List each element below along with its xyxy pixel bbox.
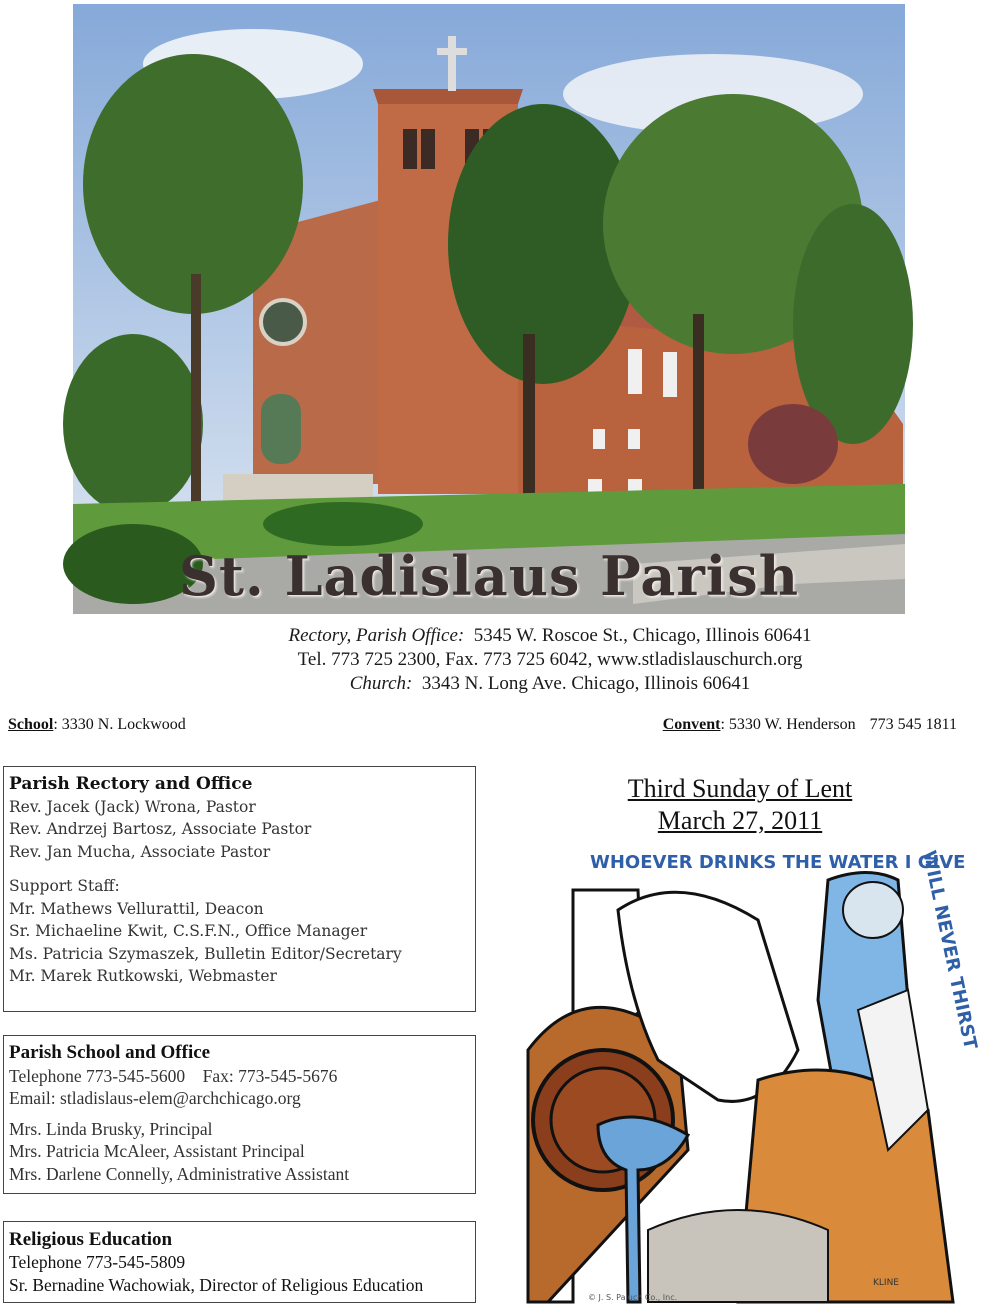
rectory-address-line [110, 625, 990, 647]
caption-side: WILL NEVER THIRST [918, 848, 981, 1052]
staff-item: Ms. Patricia Szymaszek, Bulletin Editor/Secretary [9, 944, 402, 963]
school-staff-item: Mrs. Linda Brusky, Principal [9, 1118, 213, 1139]
school-address: : 3330 N. Lockwood [53, 716, 186, 733]
school-phone-fax [9, 1065, 470, 1088]
sunday-title: Third Sunday of Lent [627, 774, 853, 803]
school-label: School [8, 716, 54, 733]
clergy-item: Rev. Andrzej Bartosz, Associate Pastor [9, 820, 312, 838]
school-email: Email: stladislaus-elem@archchicago.org [9, 1088, 301, 1108]
school-staff-item: Mrs. Darlene Connelly, Administrative Assistant [9, 1163, 350, 1184]
church-illustration [73, 4, 905, 614]
staff-item: Sr. Michaeline Kwit, C.S.F.N., Office Manager [9, 922, 368, 940]
school-line [8, 716, 186, 734]
artist-signature: KLINE [873, 1278, 899, 1288]
clergy-item: Rev. Jacek (Jack) Wrona, Pastor [9, 797, 256, 816]
church-photo [73, 4, 905, 614]
convent-label: Convent [662, 716, 721, 733]
sunday-date: March 27, 2011 [657, 806, 823, 835]
parish-title: St. Ladislaus Parish [179, 544, 799, 608]
convent-address: : 5330 W. Henderson [720, 716, 856, 733]
school-staff-item: Mrs. Patricia McAleer, Assistant Principal [9, 1141, 305, 1161]
church-label: Church: [349, 673, 413, 694]
contact-line: Tel. 773 725 2300, Fax. 773 725 6042, www.stladislauschurch.org [297, 649, 803, 670]
clergy-item: Rev. Jan Mucha, Associate Pastor [9, 842, 271, 861]
staff-item: Mr. Mathews Vellurattil, Deacon [9, 899, 264, 918]
convent-line [663, 716, 957, 734]
school-fax: Fax: 773-545-5676 [202, 1065, 338, 1086]
artwork-copyright: © J. S. Paluch Co., Inc. [588, 1293, 678, 1302]
school-heading: Parish School and Office [9, 1042, 211, 1063]
convent-phone: 773 545 1811 [869, 716, 957, 733]
water-jar-artwork [528, 848, 981, 1302]
rectory-address: 5345 W. Roscoe St., Chicago, Illinois 60641 [473, 625, 812, 646]
school-telephone: Telephone 773-545-5600 [9, 1065, 186, 1086]
caption-top: WHOEVER DRINKS THE WATER I GIVE [590, 852, 966, 873]
water-jar-illustration [528, 848, 981, 1302]
religious-heading: Religious Education [9, 1229, 173, 1250]
staff-heading: Support Staff: [9, 877, 120, 895]
rectory-heading: Parish Rectory and Office [9, 774, 253, 794]
rectory-box [3, 766, 476, 1012]
religious-education-box [3, 1221, 476, 1303]
church-address: 3343 N. Long Ave. Chicago, Illinois 60641 [421, 673, 751, 694]
rectory-label: Rectory, Parish Office: [288, 625, 465, 646]
school-box [3, 1035, 476, 1194]
staff-item: Mr. Marek Rutkowski, Webmaster [9, 967, 277, 985]
religious-telephone: Telephone 773-545-5809 [9, 1252, 186, 1272]
church-address-line [110, 673, 990, 695]
religious-director: Sr. Bernadine Wachowiak, Director of Religious Education [9, 1275, 424, 1295]
